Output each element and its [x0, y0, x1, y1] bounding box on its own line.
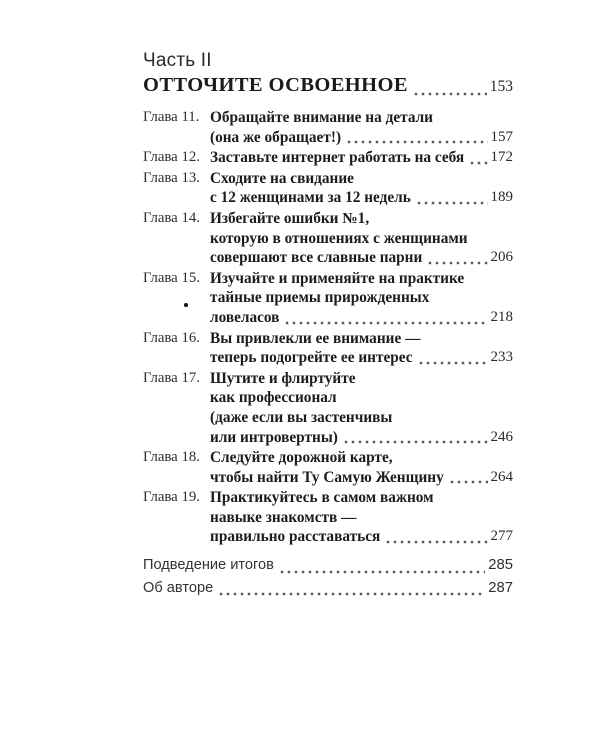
dotted-leader [417, 201, 488, 205]
dotted-leader [285, 321, 487, 325]
chapter-title-line: Избегайте ошибки №1, [210, 209, 370, 227]
chapter-label: Глава 16. [143, 329, 200, 346]
chapter-title-line: Заставьте интернет работать на себя [210, 149, 465, 167]
toc-entry [143, 169, 513, 208]
chapter-title-line: чтобы найти Ту Самую Женщину [210, 468, 444, 486]
chapter-title-line: Обращайте внимание на детали [210, 109, 433, 126]
toc-entry [143, 448, 513, 487]
chapter-title-line: навыке знакомств — [210, 508, 357, 526]
toc-entry [143, 108, 513, 147]
dotted-leader [344, 440, 488, 444]
toc-entry [143, 269, 513, 328]
page-number: 206 [490, 249, 513, 266]
chapter-title-line: Шутите и флиртуйте [210, 369, 356, 387]
chapter-title-line: или интровертны) [210, 428, 338, 446]
chapter-title-block [210, 209, 513, 268]
chapter-title-block [210, 269, 513, 328]
chapter-title-block [210, 329, 513, 368]
page-number: 246 [490, 428, 513, 445]
toc-entry [143, 329, 513, 368]
dotted-leader [386, 540, 487, 544]
chapter-label: Глава 11. [143, 109, 200, 125]
footer-entry-label: Подведение итогов [143, 557, 274, 574]
chapter-title-line: Изучайте и применяйте на практике [210, 269, 465, 287]
chapter-label: Глава 14. [143, 209, 200, 226]
toc-entry [143, 488, 513, 547]
chapter-label: Глава 19. [143, 489, 200, 506]
dotted-leader [470, 161, 487, 165]
chapter-title-line: как профессионал [210, 389, 337, 407]
dotted-leader [414, 92, 487, 96]
page-number: 172 [490, 149, 513, 166]
dotted-leader [419, 361, 488, 365]
dotted-leader [428, 261, 487, 265]
page-number: 277 [490, 528, 513, 545]
page-number: 285 [488, 557, 513, 574]
chapter-title-block [210, 169, 513, 208]
dotted-leader [347, 140, 487, 144]
chapter-title-line: правильно расставаться [210, 528, 381, 546]
toc-entry [143, 148, 513, 168]
chapter-title-line: с 12 женщинами за 12 недель [210, 189, 411, 207]
chapter-title-block [210, 148, 513, 168]
chapter-title-line: тайные приемы прирожденных [210, 289, 430, 307]
part-title: ОТТОЧИТЕ ОСВОЕННОЕ [143, 74, 408, 96]
part-header [143, 49, 513, 99]
chapter-title-line: Следуйте дорожной карте, [210, 449, 393, 467]
ink-speck [184, 303, 188, 307]
dotted-leader [280, 570, 485, 574]
toc-content [143, 49, 513, 599]
chapter-title-block [210, 448, 513, 487]
footer-entry-label: Об авторе [143, 579, 214, 596]
dotted-leader [450, 480, 488, 484]
page-number: 157 [490, 128, 513, 145]
toc-footer-entry [143, 554, 513, 577]
chapter-label: Глава 17. [143, 369, 200, 386]
chapter-label: Глава 12. [143, 149, 200, 166]
page-number: 264 [490, 468, 513, 485]
page-number: 218 [490, 308, 513, 325]
chapter-title-block [210, 108, 513, 147]
part-title-row [143, 73, 513, 99]
dotted-leader [219, 592, 485, 596]
toc-entry [143, 369, 513, 447]
chapter-title-line: теперь подогрейте ее интерес [210, 349, 413, 367]
toc-footer-entry [143, 577, 513, 600]
part-page-number: 153 [489, 78, 513, 95]
chapter-title-line: Вы привлекли ее внимание — [210, 329, 421, 347]
page-number: 233 [490, 349, 513, 366]
toc-entries [143, 108, 513, 547]
chapter-title-line: (даже если вы застенчивы [210, 408, 393, 426]
chapter-title-block [210, 369, 513, 447]
chapter-title-line: ловеласов [210, 308, 280, 326]
page-number: 189 [490, 189, 513, 206]
page-number: 287 [488, 579, 513, 596]
chapter-title-line: Практикуйтесь в самом важном [210, 489, 434, 507]
chapter-label: Глава 13. [143, 169, 200, 186]
chapter-title-block [210, 488, 513, 547]
chapter-title-line: которую в отношениях с женщинами [210, 229, 468, 247]
chapter-title-line: совершают все славные парни [210, 249, 423, 267]
chapter-title-line: Сходите на свидание [210, 169, 354, 187]
chapter-title-line: (она же обращает!) [210, 128, 342, 146]
part-label: Часть II [143, 50, 212, 71]
toc-footer-entries [143, 554, 513, 599]
chapter-label: Глава 15. [143, 269, 200, 286]
chapter-label: Глава 18. [143, 449, 200, 466]
toc-entry [143, 209, 513, 268]
